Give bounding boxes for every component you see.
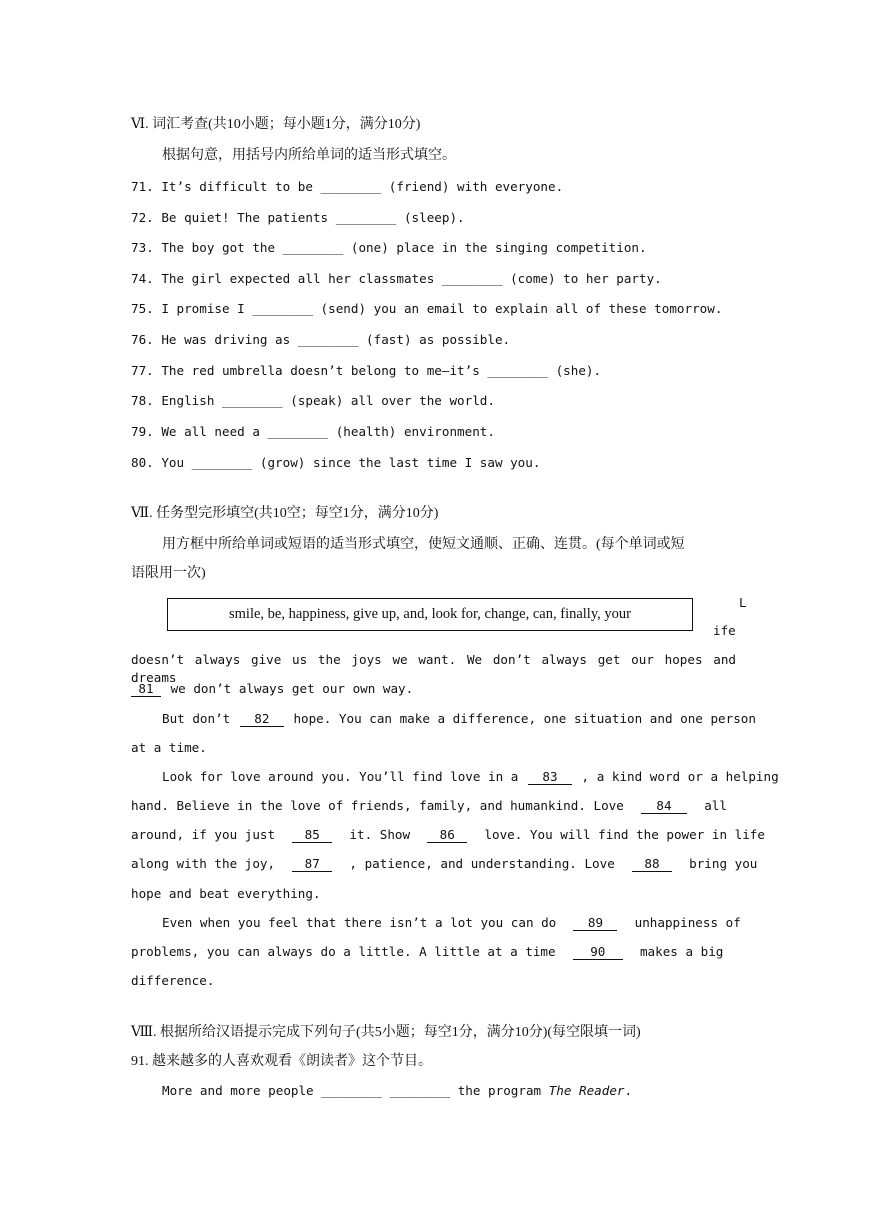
blank-90[interactable]: 90 (573, 944, 623, 960)
blank-87[interactable]: 87 (292, 856, 332, 872)
section-7-heading: Ⅶ. 任务型完形填空(共10空；每空1分，满分10分) (131, 506, 439, 521)
word-bank-text: smile, be, happiness, give up, and, look for, change, can, finally, your (229, 606, 631, 622)
passage-line-1: doesn’t always give us the joys we want. We don’t always get our hopes and dreams (131, 652, 736, 685)
question-79: 79. We all need a ________ (health) environment. (131, 424, 495, 439)
blank-85[interactable]: 85 (292, 827, 332, 843)
passage-line-11: problems, you can always do a little. A little at a time 90 makes a big (131, 944, 724, 959)
passage-line-5: Look for love around you. You’ll find love in a 83 , a kind word or a helping (162, 769, 779, 784)
passage-line-12: difference. (131, 973, 215, 988)
question-75: 75. I promise I ________ (send) you an email to explain all of these tomorrow. (131, 301, 723, 316)
passage-line-3: But don’t 82 hope. You can make a difference, one situation and one person (162, 711, 756, 726)
passage-line-9: hope and beat everything. (131, 886, 321, 901)
question-72: 72. Be quiet! The patients ________ (sleep). (131, 210, 465, 225)
section-6-heading: Ⅵ. 词汇考查(共10小题；每小题1分，满分10分) (131, 117, 421, 132)
blank-84[interactable]: 84 (641, 798, 687, 814)
section-8-heading: Ⅷ. 根据所给汉语提示完成下列句子(共5小题；每空1分，满分10分)(每空限填一词) (131, 1025, 641, 1040)
question-80: 80. You ________ (grow) since the last time I saw you. (131, 455, 541, 470)
question-78: 78. English ________ (speak) all over the world. (131, 393, 495, 408)
blank-86[interactable]: 86 (427, 827, 467, 843)
passage-line-8: along with the joy, 87 , patience, and understanding. Love 88 bring you (131, 856, 758, 871)
blank-88[interactable]: 88 (632, 856, 672, 872)
section-6-instruction: 根据句意，用括号内所给单词的适当形式填空。 (162, 148, 456, 163)
question-76: 76. He was driving as ________ (fast) as possible. (131, 332, 511, 347)
passage-line-4: at a time. (131, 740, 207, 755)
passage-line-10: Even when you feel that there isn’t a lot you can do 89 unhappiness of (162, 915, 741, 930)
dropcap-l: L (739, 595, 747, 610)
blank-83[interactable]: 83 (528, 769, 572, 785)
blank-82[interactable]: 82 (240, 711, 284, 727)
question-91-chinese: 91. 越来越多的人喜欢观看《朗读者》这个节目。 (131, 1054, 432, 1069)
question-91-english: More and more people ________ ________ the program The Reader. (162, 1083, 633, 1098)
passage-line-6: hand. Believe in the love of friends, family, and humankind. Love 84 all (131, 798, 727, 813)
blank-81[interactable]: 81 (131, 681, 161, 697)
question-71: 71. It’s difficult to be ________ (friend) with everyone. (131, 179, 564, 194)
question-74: 74. The girl expected all her classmates ________ (come) to her party. (131, 271, 662, 286)
blank-89[interactable]: 89 (573, 915, 617, 931)
program-title: The Reader (548, 1083, 625, 1098)
passage-line-2: 81 we don’t always get our own way. (131, 680, 413, 698)
word-bank-box (167, 598, 693, 631)
question-73: 73. The boy got the ________ (one) place in the singing competition. (131, 240, 647, 255)
question-77: 77. The red umbrella doesn’t belong to me—it’s ________ (she). (131, 363, 602, 378)
passage-line-7: around, if you just 85 it. Show 86 love. You will find the power in life (131, 827, 765, 842)
section-7-instruction-line1: 用方框中所给单词或短语的适当形式填空，使短文通顺、正确、连贯。(每个单词或短 (162, 537, 685, 552)
section-7-instruction-line2: 语限用一次) (131, 566, 206, 581)
dropcap-ife: ife (713, 623, 736, 638)
